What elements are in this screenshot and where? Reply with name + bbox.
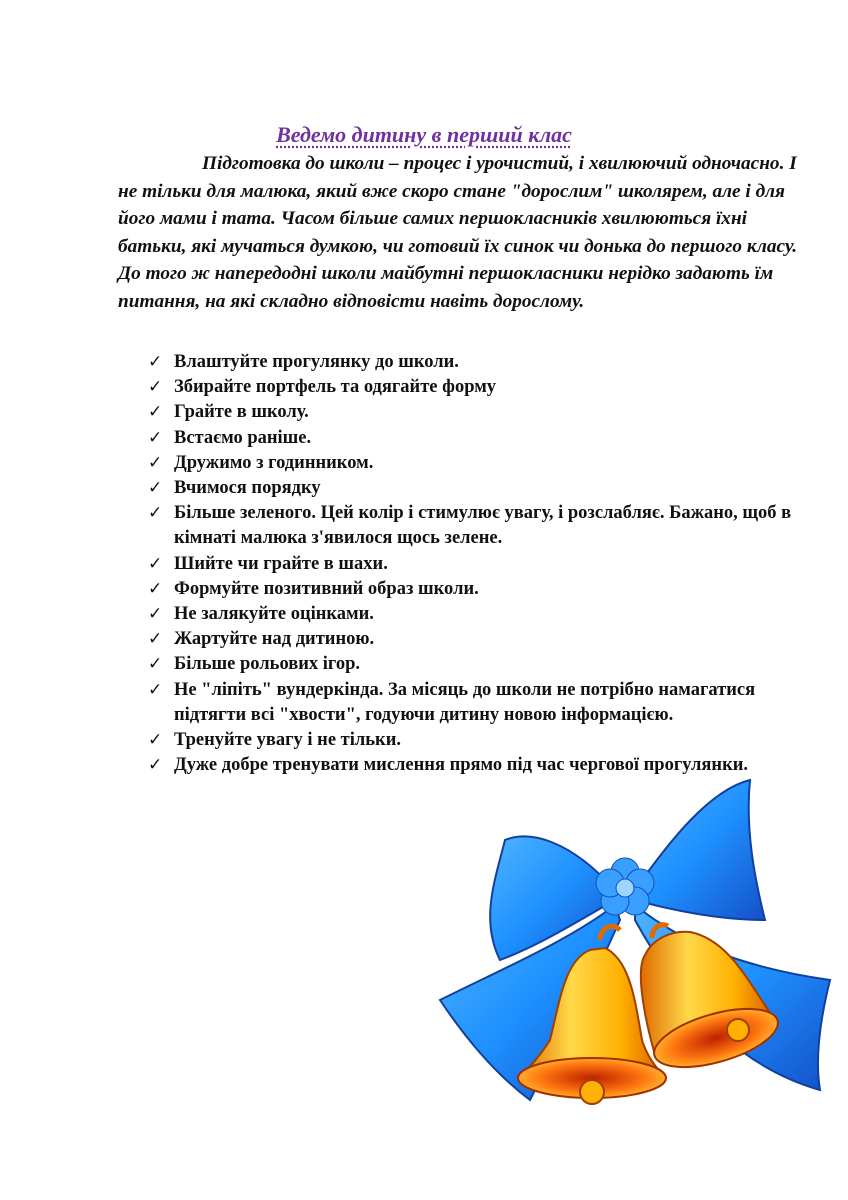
check-icon: ✓ — [148, 503, 163, 524]
check-icon: ✓ — [148, 654, 163, 675]
check-icon: ✓ — [148, 679, 163, 700]
list-item-text: Встаємо раніше. — [174, 427, 312, 448]
check-icon: ✓ — [148, 629, 163, 650]
check-icon: ✓ — [148, 352, 163, 372]
check-icon: ✓ — [148, 452, 163, 473]
check-icon: ✓ — [148, 578, 163, 599]
list-item-text: Влаштуйте прогулянку до школи. — [174, 352, 459, 372]
check-icon: ✓ — [148, 478, 163, 499]
list-item-text: Більше рольових ігор. — [174, 654, 361, 675]
list-item — [148, 577, 808, 602]
list-item-text: Вчимося порядку — [174, 478, 321, 499]
list-item-text: Дружимо з годинником. — [174, 452, 374, 473]
list-item — [148, 728, 808, 753]
list-item — [148, 451, 808, 476]
list-item — [148, 350, 808, 375]
check-icon: ✓ — [148, 553, 163, 574]
list-item — [148, 678, 808, 728]
list-item-text: Формуйте позитивний образ школи. — [174, 578, 479, 599]
check-icon: ✓ — [148, 730, 163, 751]
list-item — [148, 426, 808, 451]
list-item-text: Тренуйте увагу і не тільки. — [174, 730, 401, 751]
flower-knot — [596, 858, 654, 915]
list-item — [148, 552, 808, 577]
list-item-text: Більше зеленого. Цей колір і стимулює увагу, і розслабляє. Бажано, щоб в кімнаті малюка з'явилося щось зелене. — [174, 503, 792, 549]
list-item — [148, 627, 808, 652]
list-item-text: Грайте в школу. — [174, 402, 309, 423]
list-item-text: Не залякуйте оцінками. — [174, 604, 374, 625]
list-item-text: Жартуйте над дитиною. — [174, 629, 375, 650]
page-title: Ведемо дитину в перший клас — [276, 122, 572, 147]
check-icon: ✓ — [148, 755, 163, 776]
tips-list — [148, 350, 808, 778]
list-item-text: Не "ліпіть" вундеркінда. За місяць до школи не потрібно намагатися підтягти всі "хвости", годуючи дитину новою інформацією. — [174, 679, 756, 725]
bow-right-wing — [635, 780, 765, 920]
list-item — [148, 602, 808, 627]
list-item — [148, 476, 808, 501]
list-item-text: Дуже добре тренувати мислення прямо під час чергової прогулянки. — [174, 755, 749, 776]
list-item-text: Збирайте портфель та одягайте форму — [174, 377, 497, 398]
bells-illustration — [420, 770, 840, 1120]
check-icon: ✓ — [148, 377, 163, 398]
check-icon: ✓ — [148, 427, 163, 448]
check-icon: ✓ — [148, 604, 163, 625]
list-item — [148, 652, 808, 677]
list-item — [148, 501, 808, 551]
check-icon: ✓ — [148, 402, 163, 423]
list-item — [148, 375, 808, 400]
list-item — [148, 400, 808, 425]
intro-paragraph: Підготовка до школи – процес і урочистий, і хвилюючий одночасно. І не тільки для малюка, який вже скоро стане "дорослим" школярем, але і для його мами і тата. Часом більше самих першокласників хвилюються їхні батьки, які мучаться думкою, чи готовий їх синок чи донька до першого класу. До того ж напередодні школи майбутні першокласники нерідко задають їм питання, на які складно відповісти навіть дорослому. — [118, 153, 798, 312]
list-item-text: Шийте чи грайте в шахи. — [174, 553, 388, 574]
